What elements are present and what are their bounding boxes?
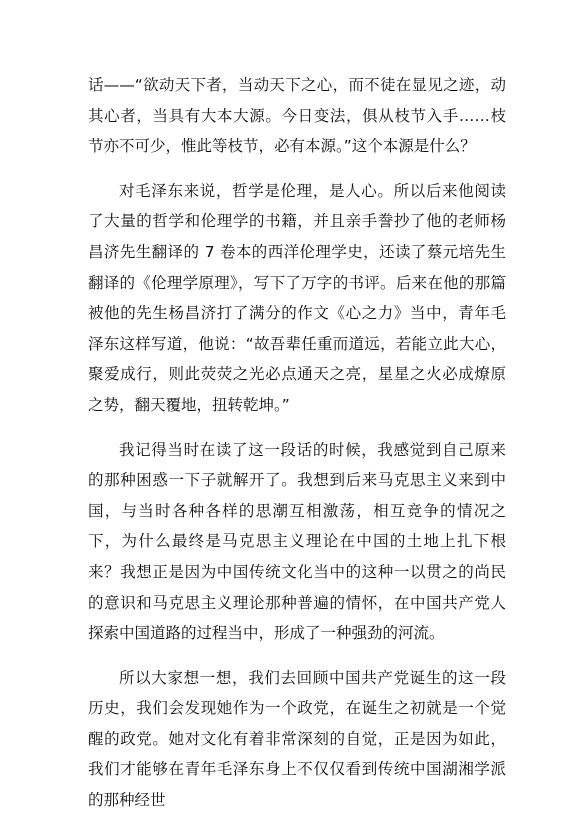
document-body <box>88 70 506 830</box>
paragraph-1: 话——“欲动天下者，当动天下之心，而不徒在显见之迹，动其心者，当具有大本大源。今日变法，俱从枝节入手……枝节亦不可少，惟此等枝节，必有本源。”这个本源是什么？ <box>88 76 506 156</box>
paragraph-3: 我记得当时在读了这一段话的时候，我感觉到自己原来的那种困惑一下子就解开了。我想到后来马克思主义来到中国，与当时各种各样的思潮互相激荡，相互竞争的情况之下，为什么最终是马克思主义理论在中国的土地上扎下根来？我想正是因为中国传统文化当中的这种一以贯之的尚民的意识和马克思主义理论那种普遍的情怀，在中国共产党人探索中国道路的过程当中，形成了一种强劲的河流。 <box>88 440 506 643</box>
paragraph-4: 所以大家想一想，我们去回顾中国共产党诞生的这一段历史，我们会发现她作为一个政党，在诞生之初就是一个觉醒的政党。她对文化有着非常深刻的自觉，正是因为如此，我们才能够在青年毛泽东身上不仅仅看到传统中国湖湘学派的那种经世 <box>88 668 506 810</box>
paragraph-2: 对毛泽东来说，哲学是伦理，是人心。所以后来他阅读了大量的哲学和伦理学的书籍，并且亲手誊抄了他的老师杨昌济先生翻译的 7 卷本的西洋伦理学史，还读了蔡元培先生翻译的《伦理学原理》，写下了万字的书评。后来在他的那篇被他的先生杨昌济打了满分的作文《心之力》当中，青年毛泽东这样写道，他说：“故吾辈任重而道远，若能立此大心，聚爱成行，则此荧荧之光必点通天之亮，星星之火必成燎原之势，翻天覆地，扭转乾坤。” <box>88 181 506 414</box>
